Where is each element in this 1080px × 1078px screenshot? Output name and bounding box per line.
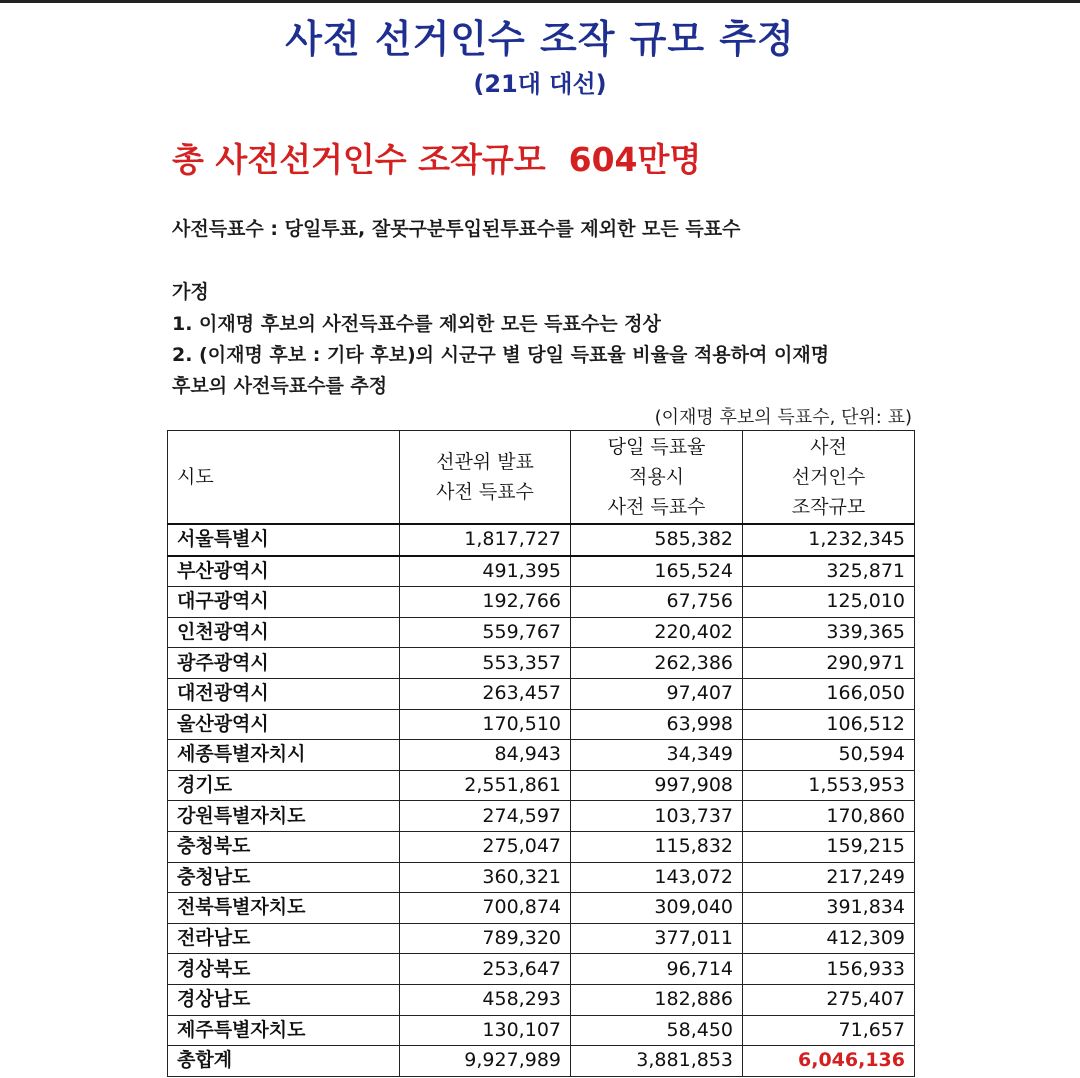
cell-manipulated: 275,407 — [743, 984, 915, 1015]
top-border-line — [0, 0, 1080, 3]
cell-announced: 458,293 — [400, 984, 571, 1015]
assumption-1: 1. 이재명 후보의 사전득표수를 제외한 모든 득표수는 정상 — [172, 313, 661, 335]
cell-manipulated: 1,232,345 — [743, 524, 915, 556]
cell-region: 강원특별자치도 — [168, 801, 400, 832]
cell-region: 세종특별자치시 — [168, 740, 400, 771]
header-announced-line1: 선관위 발표 — [436, 451, 534, 473]
table-row — [168, 678, 915, 709]
cell-estimated: 97,407 — [571, 678, 743, 709]
cell-manipulated: 217,249 — [743, 862, 915, 893]
cell-region: 충청남도 — [168, 862, 400, 893]
cell-announced: 253,647 — [400, 954, 571, 985]
cell-manipulated: 290,971 — [743, 648, 915, 679]
table-total-row — [168, 1046, 915, 1077]
cell-region: 제주특별자치도 — [168, 1015, 400, 1046]
cell-announced: 789,320 — [400, 923, 571, 954]
table-row — [168, 709, 915, 740]
header-announced — [400, 431, 571, 525]
cell-region: 경상북도 — [168, 954, 400, 985]
headline-total: 총 사전선거인수 조작규모 604만명 — [172, 140, 702, 179]
cell-manipulated: 391,834 — [743, 893, 915, 924]
cell-manipulated: 156,933 — [743, 954, 915, 985]
cell-region: 부산광역시 — [168, 556, 400, 587]
table-row — [168, 556, 915, 587]
cell-announced: 274,597 — [400, 801, 571, 832]
table-row — [168, 524, 915, 556]
cell-region: 대구광역시 — [168, 587, 400, 618]
cell-announced: 170,510 — [400, 709, 571, 740]
cell-manipulated: 325,871 — [743, 556, 915, 587]
page-title: 사전 선거인수 조작 규모 추정 — [285, 17, 795, 61]
vote-table — [167, 430, 915, 1077]
cell-region: 인천광역시 — [168, 617, 400, 648]
page-subtitle: (21대 대선) — [473, 70, 607, 98]
cell-estimated: 67,756 — [571, 587, 743, 618]
cell-region: 충청북도 — [168, 831, 400, 862]
cell-estimated: 262,386 — [571, 648, 743, 679]
assumptions-heading: 가정 — [172, 281, 209, 303]
cell-estimated: 377,011 — [571, 923, 743, 954]
header-estimated-line3: 사전 득표수 — [607, 496, 706, 518]
header-manipulated-line1: 사전 — [810, 436, 847, 458]
header-region-label: 시도 — [177, 466, 214, 488]
header-manipulated — [743, 431, 915, 525]
cell-manipulated: 106,512 — [743, 709, 915, 740]
table-row — [168, 740, 915, 771]
cell-manipulated: 166,050 — [743, 678, 915, 709]
cell-manipulated: 71,657 — [743, 1015, 915, 1046]
header-estimated-line2: 적용시 — [628, 466, 685, 488]
cell-estimated: 143,072 — [571, 862, 743, 893]
header-estimated — [571, 431, 743, 525]
header-manipulated-line3: 조작규모 — [791, 496, 866, 518]
cell-announced: 263,457 — [400, 678, 571, 709]
cell-total-region: 총합계 — [168, 1046, 400, 1077]
cell-estimated: 165,524 — [571, 556, 743, 587]
definition-text: 사전득표수 : 당일투표, 잘못구분투입된투표수를 제외한 모든 득표수 — [172, 218, 741, 240]
cell-announced: 559,767 — [400, 617, 571, 648]
table-row — [168, 587, 915, 618]
cell-region: 전라남도 — [168, 923, 400, 954]
cell-manipulated: 125,010 — [743, 587, 915, 618]
table-row — [168, 1015, 915, 1046]
table-row — [168, 984, 915, 1015]
cell-manipulated: 1,553,953 — [743, 770, 915, 801]
table-row — [168, 862, 915, 893]
cell-announced: 700,874 — [400, 893, 571, 924]
cell-estimated: 309,040 — [571, 893, 743, 924]
cell-estimated: 96,714 — [571, 954, 743, 985]
cell-announced: 553,357 — [400, 648, 571, 679]
cell-region: 서울특별시 — [168, 524, 400, 556]
table-row — [168, 923, 915, 954]
cell-announced: 2,551,861 — [400, 770, 571, 801]
unit-note: (이재명 후보의 득표수, 단위: 표) — [654, 407, 912, 428]
cell-estimated: 997,908 — [571, 770, 743, 801]
cell-manipulated: 412,309 — [743, 923, 915, 954]
assumption-2: 2. (이재명 후보 : 기타 후보)의 시군구 별 당일 득표율 비율을 적용하여 이재명 — [172, 344, 830, 366]
cell-announced: 130,107 — [400, 1015, 571, 1046]
header-estimated-line1: 당일 득표율 — [607, 436, 706, 458]
table-row — [168, 954, 915, 985]
header-region — [168, 431, 400, 525]
cell-announced: 192,766 — [400, 587, 571, 618]
cell-announced: 491,395 — [400, 556, 571, 587]
cell-region: 경상남도 — [168, 984, 400, 1015]
table-row — [168, 648, 915, 679]
table-row — [168, 831, 915, 862]
cell-region: 전북특별자치도 — [168, 893, 400, 924]
cell-announced: 84,943 — [400, 740, 571, 771]
cell-region: 경기도 — [168, 770, 400, 801]
table-row — [168, 893, 915, 924]
cell-total-announced: 9,927,989 — [400, 1046, 571, 1077]
header-manipulated-line2: 선거인수 — [791, 466, 866, 488]
header-announced-line2: 사전 득표수 — [436, 481, 534, 503]
cell-estimated: 58,450 — [571, 1015, 743, 1046]
cell-estimated: 220,402 — [571, 617, 743, 648]
assumption-2-cont: 후보의 사전득표수를 추정 — [172, 375, 388, 397]
cell-estimated: 63,998 — [571, 709, 743, 740]
cell-announced: 1,817,727 — [400, 524, 571, 556]
cell-region: 대전광역시 — [168, 678, 400, 709]
cell-region: 광주광역시 — [168, 648, 400, 679]
table-row — [168, 617, 915, 648]
table-row — [168, 770, 915, 801]
cell-estimated: 585,382 — [571, 524, 743, 556]
cell-estimated: 115,832 — [571, 831, 743, 862]
cell-estimated: 182,886 — [571, 984, 743, 1015]
cell-manipulated: 159,215 — [743, 831, 915, 862]
cell-estimated: 103,737 — [571, 801, 743, 832]
cell-announced: 360,321 — [400, 862, 571, 893]
table-header-row — [168, 431, 915, 525]
cell-manipulated: 50,594 — [743, 740, 915, 771]
cell-region: 울산광역시 — [168, 709, 400, 740]
cell-announced: 275,047 — [400, 831, 571, 862]
cell-total-manipulated: 6,046,136 — [743, 1046, 915, 1077]
table-row — [168, 801, 915, 832]
cell-total-estimated: 3,881,853 — [571, 1046, 743, 1077]
cell-manipulated: 339,365 — [743, 617, 915, 648]
cell-manipulated: 170,860 — [743, 801, 915, 832]
cell-estimated: 34,349 — [571, 740, 743, 771]
